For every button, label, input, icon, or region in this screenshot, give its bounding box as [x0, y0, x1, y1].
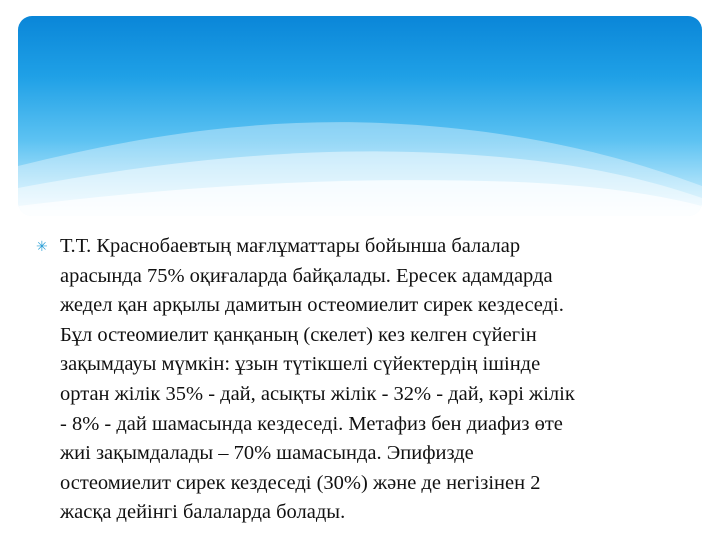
- wave-decoration: [18, 16, 702, 216]
- bullet-item: [36, 232, 676, 528]
- content-area: [36, 232, 676, 528]
- body-paragraph: Т.Т. Краснобаевтың мағлұматтары бойынша балалар арасында 75% оқиғаларда байқалады. Ересек адамдарда жедел қан арқылы дамитын остеомиелит сирек кездеседі. Бұл остеомиелит қанқаның (скелет) кез келген сүйегін зақымдауы мүмкін: ұзын түтікшелі сүйектердің ішінде ортан жілік 35% - дай, асықты жілік - 32% - дай, кәрі жілік - 8% - дай шамасында кездеседі. Метафиз бен диафиз өте жиі зақымдалады – 70% шамасында. Эпифизде остеомиелит сирек кездеседі (30%) және де негізінен 2 жасқа дейінгі балаларда болады.: [60, 235, 575, 524]
- asterisk-bullet-icon: ✳: [36, 239, 48, 255]
- header-banner: [18, 16, 702, 216]
